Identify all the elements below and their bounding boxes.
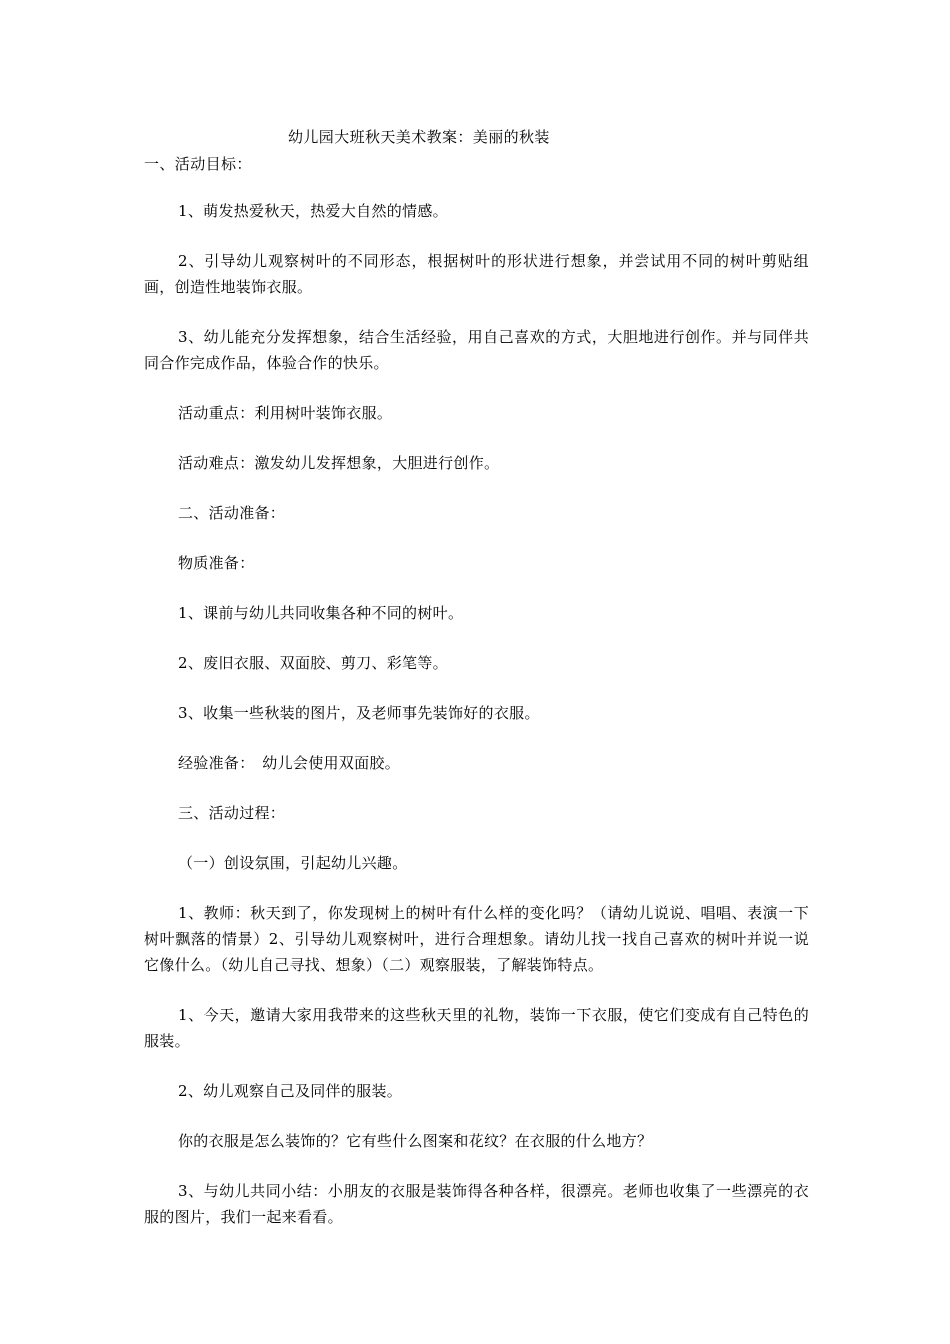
section-heading-preparation: 二、活动准备：	[178, 504, 286, 522]
paragraph: 物质准备：	[178, 554, 255, 572]
paragraph: 经验准备： 幼儿会使用双面胶。	[178, 754, 401, 772]
paragraph: 1、萌发热爱秋天，热爱大自然的情感。	[178, 202, 448, 220]
paragraph: 1、课前与幼儿共同收集各种不同的树叶。	[178, 604, 464, 622]
paragraph: （一）创设氛围，引起幼儿兴趣。	[178, 854, 408, 872]
paragraph: 3、幼儿能充分发挥想象，结合生活经验，用自己喜欢的方式，大胆地进行创作。并与同伴共同合作完成作品，体验合作的快乐。	[144, 328, 809, 372]
paragraph: 1、教师：秋天到了，你发现树上的树叶有什么样的变化吗？（请幼儿说说、唱唱、表演一下树叶飘落的情景）2、引导幼儿观察树叶，进行合理想象。请幼儿找一找自己喜欢的树叶并说一说它像什么。（幼儿自己寻找、想象）（二）观察服装，了解装饰特点。	[144, 904, 809, 974]
document-body	[144, 198, 809, 1254]
paragraph: 活动重点：利用树叶装饰衣服。	[178, 404, 393, 422]
paragraph: 活动难点：激发幼儿发挥想象，大胆进行创作。	[178, 454, 500, 472]
paragraph: 3、收集一些秋装的图片，及老师事先装饰好的衣服。	[178, 704, 540, 722]
paragraph: 2、幼儿观察自己及同伴的服装。	[178, 1082, 403, 1100]
paragraph: 2、废旧衣服、双面胶、剪刀、彩笔等。	[178, 654, 448, 672]
document-title: 幼儿园大班秋天美术教案：美丽的秋装	[288, 128, 550, 146]
paragraph: 你的衣服是怎么装饰的？它有些什么图案和花纹？在衣服的什么地方？	[178, 1132, 653, 1150]
section-heading-goals: 一、活动目标：	[144, 155, 252, 173]
section-heading-process: 三、活动过程：	[178, 804, 286, 822]
paragraph: 3、与幼儿共同小结：小朋友的衣服是装饰得各种各样，很漂亮。老师也收集了一些漂亮的衣服的图片，我们一起来看看。	[144, 1182, 809, 1226]
paragraph: 1、今天，邀请大家用我带来的这些秋天里的礼物，装饰一下衣服，使它们变成有自己特色的服装。	[144, 1006, 809, 1050]
paragraph: 2、引导幼儿观察树叶的不同形态，根据树叶的形状进行想象，并尝试用不同的树叶剪贴组画，创造性地装饰衣服。	[144, 252, 809, 296]
